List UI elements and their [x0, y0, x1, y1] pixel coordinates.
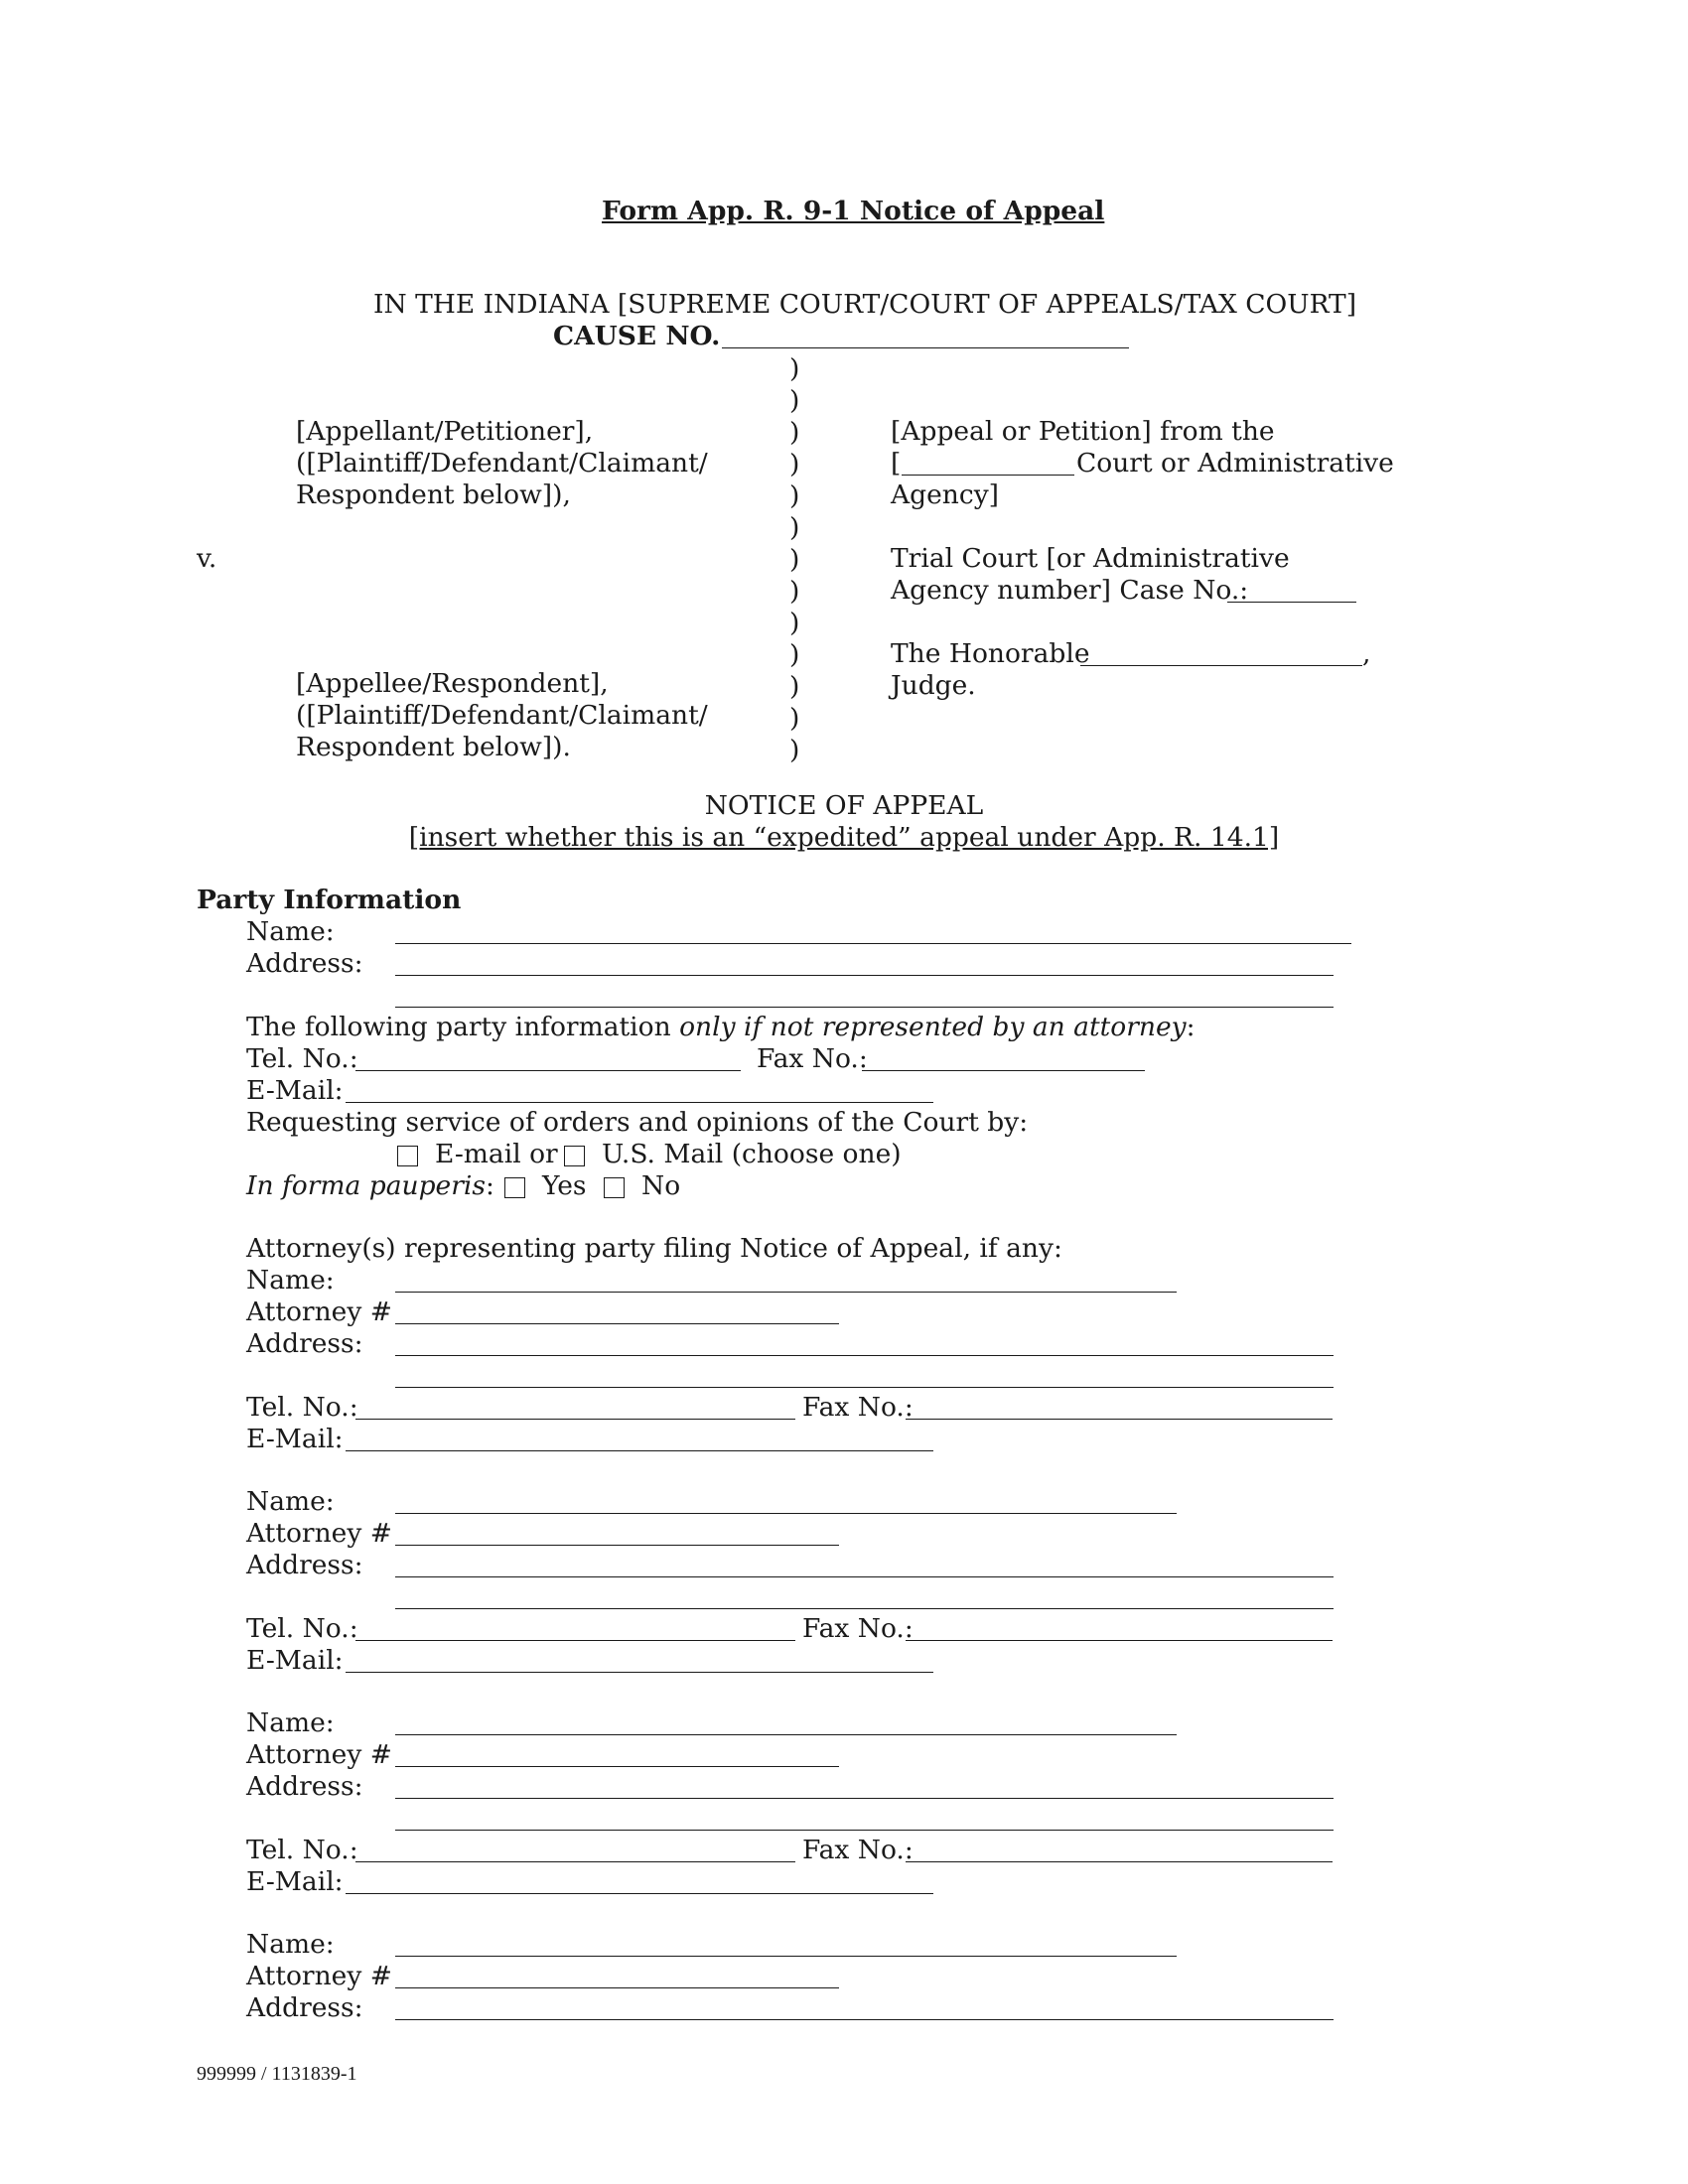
judge-name-field[interactable]: [1080, 665, 1362, 666]
attorneys-intro: Attorney(s) representing party filing Notice of Appeal, if any:: [246, 1233, 1062, 1264]
appellant-line: ([Plaintiff/Defendant/Claimant/: [296, 448, 708, 478]
caption-paren: ): [789, 353, 800, 384]
service-request-label: Requesting service of orders and opinions of the Court by:: [246, 1107, 1029, 1138]
service-email-label: E-mail or: [435, 1139, 558, 1169]
caption-paren: ): [789, 512, 800, 543]
attorney-email-label: E-Mail:: [246, 1645, 344, 1676]
attorney-address-label: Address:: [246, 1992, 363, 2023]
attorney-address-field-2[interactable]: [395, 1387, 1334, 1388]
notice-subtitle: [insert whether this is an “expedited” appeal under App. R. 14.1]: [408, 822, 1280, 853]
pauperis-no-label: No: [641, 1170, 681, 1201]
party-address-field-2[interactable]: [395, 1007, 1334, 1008]
pauperis-no-checkbox[interactable]: [604, 1177, 625, 1198]
party-email-field[interactable]: [346, 1102, 933, 1103]
attorney-address-field-1[interactable]: [395, 2019, 1334, 2020]
footer-doc-id: 999999 / 1131839-1: [197, 2063, 357, 2085]
attorney-email-label: E-Mail:: [246, 1866, 344, 1897]
attorney-number-label: Attorney #: [246, 1739, 392, 1770]
caption-paren: ): [789, 449, 800, 479]
pauperis-colon: :: [485, 1170, 494, 1201]
service-email-checkbox[interactable]: [397, 1146, 418, 1166]
attorney-email-field[interactable]: [346, 1893, 933, 1894]
appeal-from-agency: Agency]: [891, 479, 1000, 510]
service-mail-checkbox[interactable]: [564, 1146, 585, 1166]
party-following-pre: The following party information: [246, 1012, 680, 1042]
attorney-number-field[interactable]: [395, 1766, 839, 1767]
party-following-post: :: [1186, 1012, 1196, 1042]
pauperis-yes-checkbox[interactable]: [504, 1177, 525, 1198]
caption-paren: ): [789, 480, 800, 511]
attorney-address-field-1[interactable]: [395, 1576, 1334, 1577]
attorney-number-field[interactable]: [395, 1987, 839, 1988]
attorney-fax-label: Fax No.:: [802, 1835, 914, 1865]
court-name-field[interactable]: [902, 475, 1074, 476]
attorney-fax-field[interactable]: [906, 1861, 1333, 1862]
caption-paren: ): [789, 544, 800, 575]
trial-case-no-label: Agency number] Case No.:: [891, 575, 1249, 606]
caption-paren: ): [789, 576, 800, 607]
attorney-number-field[interactable]: [395, 1545, 839, 1546]
notice-title: NOTICE OF APPEAL: [704, 790, 984, 821]
appellee-line: Respondent below]).: [296, 732, 571, 762]
trial-court-line: Trial Court [or Administrative: [891, 543, 1290, 574]
attorney-name-field[interactable]: [395, 1513, 1177, 1514]
form-title: Form App. R. 9-1 Notice of Appeal: [602, 196, 1105, 226]
attorney-number-label: Attorney #: [246, 1297, 392, 1327]
attorney-fax-field[interactable]: [906, 1640, 1333, 1641]
attorney-name-field[interactable]: [395, 1292, 1177, 1293]
attorney-email-field[interactable]: [346, 1672, 933, 1673]
caption-paren: ): [789, 608, 800, 638]
versus-label: v.: [197, 543, 217, 574]
party-tel-label: Tel. No.:: [246, 1043, 358, 1074]
attorney-fax-field[interactable]: [906, 1419, 1333, 1420]
attorney-address-field-2[interactable]: [395, 1830, 1334, 1831]
trial-case-no-field[interactable]: [1227, 602, 1356, 603]
party-following-note: [246, 1013, 1196, 1042]
attorney-fax-label: Fax No.:: [802, 1613, 914, 1644]
attorney-address-label: Address:: [246, 1550, 363, 1580]
appeal-from-bracket: [: [891, 448, 902, 478]
party-fax-field[interactable]: [862, 1070, 1145, 1071]
party-address-field-1[interactable]: [395, 975, 1334, 976]
cause-no-label: CAUSE NO.: [553, 321, 721, 351]
attorney-name-label: Name:: [246, 1265, 335, 1296]
caption-paren: ): [789, 385, 800, 416]
caption-paren: ): [789, 735, 800, 765]
caption-paren: ): [789, 703, 800, 734]
party-following-italic: only if not represented by an attorney: [679, 1012, 1187, 1042]
pauperis-label: In forma pauperis: [246, 1170, 486, 1201]
attorney-number-field[interactable]: [395, 1323, 839, 1324]
party-fax-label: Fax No.:: [757, 1043, 868, 1074]
party-address-label: Address:: [246, 948, 363, 979]
party-info-heading: Party Information: [197, 885, 462, 915]
party-name-field[interactable]: [395, 943, 1351, 944]
attorney-tel-label: Tel. No.:: [246, 1392, 358, 1423]
attorney-tel-field[interactable]: [355, 1861, 795, 1862]
attorney-email-field[interactable]: [346, 1450, 933, 1451]
attorney-address-field-2[interactable]: [395, 1608, 1334, 1609]
attorney-address-field-1[interactable]: [395, 1355, 1334, 1356]
attorney-tel-field[interactable]: [355, 1640, 795, 1641]
caption-paren: ): [789, 417, 800, 448]
pauperis-label-wrap: [246, 1171, 494, 1201]
appellee-line: [Appellee/Respondent],: [296, 668, 609, 699]
appeal-from-line: [Appeal or Petition] from the: [891, 416, 1275, 447]
attorney-fax-label: Fax No.:: [802, 1392, 914, 1423]
cause-no-field[interactable]: [722, 347, 1129, 348]
attorney-address-label: Address:: [246, 1771, 363, 1802]
judge-label: Judge.: [891, 670, 976, 701]
attorney-name-field[interactable]: [395, 1956, 1177, 1957]
appellee-line: ([Plaintiff/Defendant/Claimant/: [296, 700, 708, 731]
attorney-tel-label: Tel. No.:: [246, 1613, 358, 1644]
attorney-address-label: Address:: [246, 1328, 363, 1359]
service-mail-label: U.S. Mail (choose one): [602, 1139, 902, 1169]
attorney-number-label: Attorney #: [246, 1518, 392, 1549]
honorable-comma: ,: [1362, 638, 1371, 669]
pauperis-yes-label: Yes: [542, 1170, 587, 1201]
party-name-label: Name:: [246, 916, 335, 947]
caption-paren: ): [789, 671, 800, 702]
attorney-name-field[interactable]: [395, 1734, 1177, 1735]
attorney-email-label: E-Mail:: [246, 1424, 344, 1454]
court-line: IN THE INDIANA [SUPREME COURT/COURT OF APPEALS/TAX COURT]: [373, 289, 1357, 320]
attorney-name-label: Name:: [246, 1929, 335, 1960]
party-email-label: E-Mail:: [246, 1075, 344, 1106]
attorney-address-field-1[interactable]: [395, 1798, 1334, 1799]
attorney-name-label: Name:: [246, 1486, 335, 1517]
appellant-line: [Appellant/Petitioner],: [296, 416, 594, 447]
honorable-label: The Honorable: [891, 638, 1090, 669]
party-tel-field[interactable]: [355, 1070, 741, 1071]
caption-paren: ): [789, 639, 800, 670]
appeal-from-court: Court or Administrative: [1076, 448, 1394, 478]
attorney-name-label: Name:: [246, 1707, 335, 1738]
attorney-number-label: Attorney #: [246, 1961, 392, 1991]
attorney-tel-label: Tel. No.:: [246, 1835, 358, 1865]
attorney-tel-field[interactable]: [355, 1419, 795, 1420]
appellant-line: Respondent below]),: [296, 479, 571, 510]
